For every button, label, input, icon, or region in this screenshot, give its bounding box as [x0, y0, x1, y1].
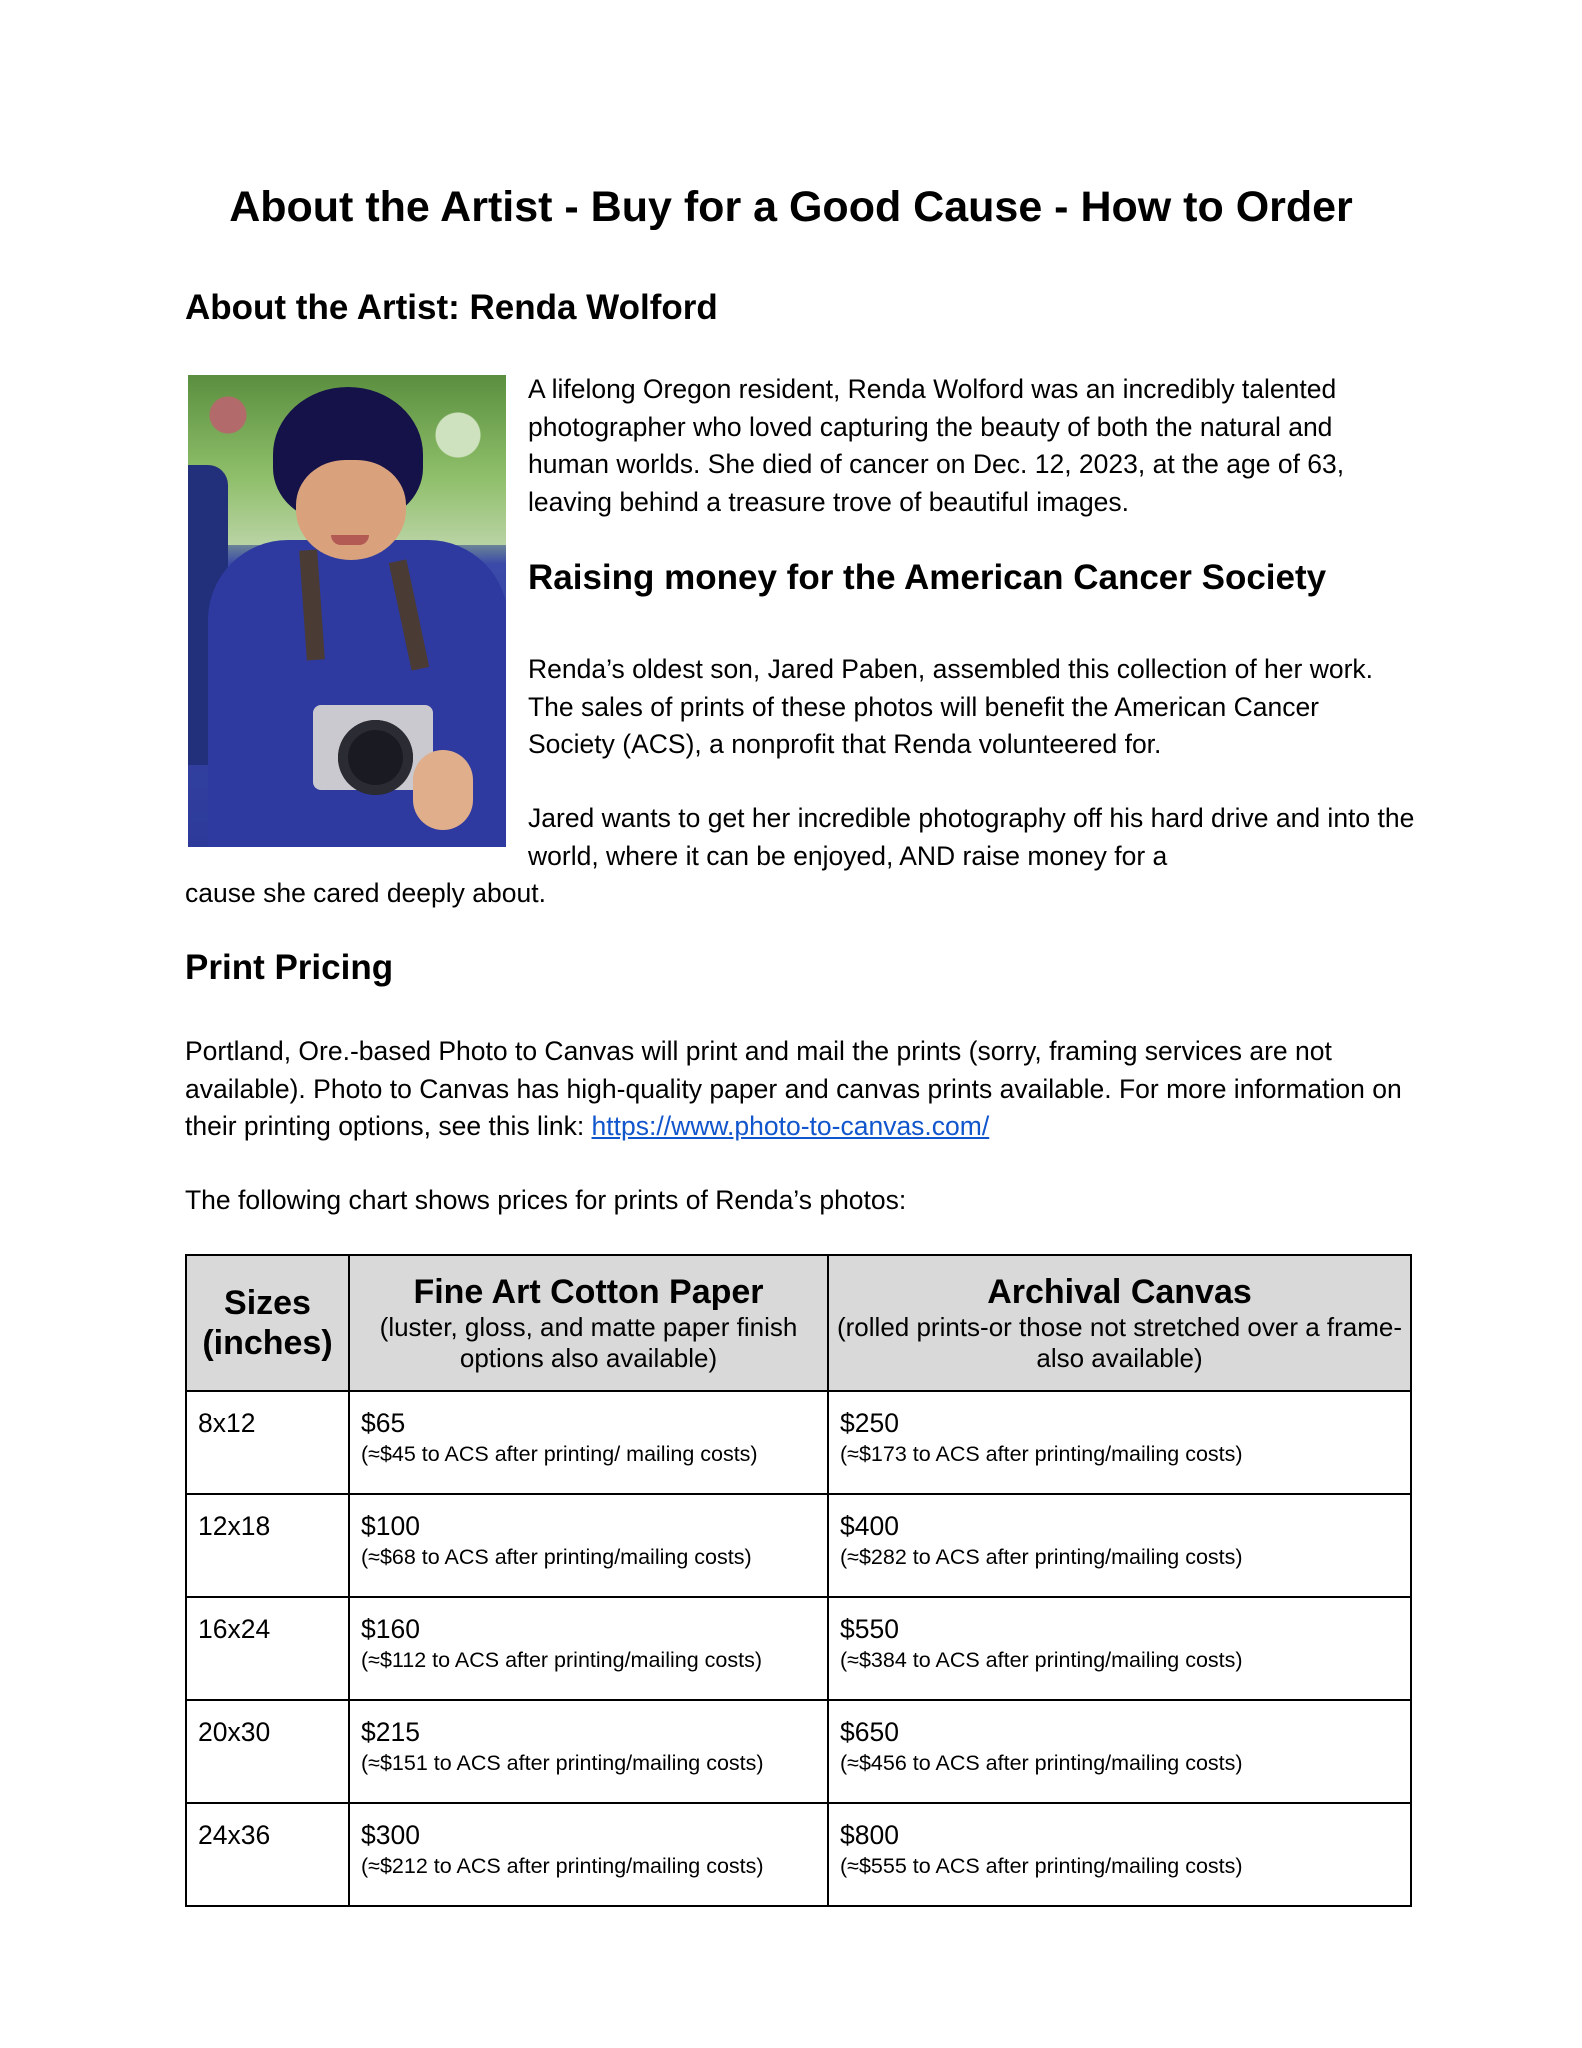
canvas-price: $400 — [840, 1511, 899, 1541]
header-canvas-subtitle: (rolled prints-or those not stretched over a frame-also available) — [836, 1312, 1403, 1373]
photo-subject-hand — [413, 750, 473, 830]
paper-acs-note: (≈$68 to ACS after printing/mailing costs) — [361, 1545, 752, 1569]
header-paper — [349, 1255, 828, 1391]
canvas-acs-note: (≈$384 to ACS after printing/mailing costs) — [840, 1648, 1243, 1672]
paper-acs-note: (≈$45 to ACS after printing/ mailing costs) — [361, 1442, 758, 1466]
canvas-price-cell — [828, 1494, 1411, 1597]
canvas-acs-note: (≈$555 to ACS after printing/mailing costs) — [840, 1854, 1243, 1878]
canvas-acs-note: (≈$456 to ACS after printing/mailing costs) — [840, 1751, 1243, 1775]
table-row — [186, 1803, 1411, 1906]
canvas-price-cell — [828, 1597, 1411, 1700]
camera-lens — [338, 720, 413, 795]
canvas-price-cell — [828, 1391, 1411, 1494]
paper-acs-note: (≈$212 to ACS after printing/mailing costs) — [361, 1854, 764, 1878]
artist-bio: A lifelong Oregon resident, Renda Wolford was an incredibly talented photographer who loved capturing the beauty of both the natural and human worlds. She died of cancer on Dec. 12, 2023, at the age of 63, leaving behind a treasure trove of beautiful images. — [528, 374, 1345, 517]
size-cell: 20x30 — [186, 1700, 349, 1803]
fundraising-heading: Raising money for the American Cancer Society — [528, 558, 1327, 597]
canvas-price: $550 — [840, 1614, 899, 1644]
canvas-price-cell — [828, 1700, 1411, 1803]
table-row — [186, 1597, 1411, 1700]
paper-acs-note: (≈$151 to ACS after printing/mailing costs) — [361, 1751, 764, 1775]
canvas-price: $800 — [840, 1820, 899, 1850]
canvas-acs-note: (≈$173 to ACS after printing/mailing costs) — [840, 1442, 1243, 1466]
paper-acs-note: (≈$112 to ACS after printing/mailing costs) — [361, 1648, 762, 1672]
table-row — [186, 1494, 1411, 1597]
paper-price: $300 — [361, 1820, 420, 1850]
header-paper-title: Fine Art Cotton Paper — [413, 1273, 764, 1311]
header-paper-subtitle: (luster, gloss, and matte paper finish options also available) — [379, 1312, 798, 1373]
paper-price: $65 — [361, 1408, 406, 1438]
table-row — [186, 1700, 1411, 1803]
table-header-row — [186, 1255, 1411, 1391]
price-table — [185, 1254, 1412, 1907]
paper-price-cell — [349, 1391, 828, 1494]
paper-price-cell — [349, 1803, 828, 1906]
paper-price-cell — [349, 1700, 828, 1803]
header-canvas-title: Archival Canvas — [987, 1273, 1252, 1311]
about-artist-heading: About the Artist: Renda Wolford — [185, 288, 718, 327]
paper-price: $160 — [361, 1614, 420, 1644]
size-cell: 12x18 — [186, 1494, 349, 1597]
print-pricing-heading: Print Pricing — [185, 948, 394, 987]
size-cell: 16x24 — [186, 1597, 349, 1700]
fundraising-paragraph-2-continued: cause she cared deeply about. — [185, 878, 546, 908]
chart-intro: The following chart shows prices for prints of Renda’s photos: — [185, 1185, 907, 1215]
fundraising-paragraph-1: Renda’s oldest son, Jared Paben, assembled this collection of her work. The sales of prints of these photos will benefit the American Cancer Society (ACS), a nonprofit that Renda volunteered for. — [528, 654, 1374, 759]
size-cell: 8x12 — [186, 1391, 349, 1494]
artist-photo — [188, 375, 506, 847]
table-row — [186, 1391, 1411, 1494]
canvas-price: $250 — [840, 1408, 899, 1438]
canvas-price-cell — [828, 1803, 1411, 1906]
paper-price-cell — [349, 1597, 828, 1700]
pricing-intro-text: Portland, Ore.-based Photo to Canvas will print and mail the prints (sorry, framing services are not available). Photo to Canvas has high-quality paper and canvas prints available. For more information on their printing options, see this link: — [185, 1036, 1402, 1141]
page-title: About the Artist - Buy for a Good Cause - How to Order — [229, 183, 1353, 231]
pricing-intro — [185, 1033, 1415, 1146]
header-sizes-label: Sizes (inches) — [202, 1284, 333, 1362]
paper-price: $100 — [361, 1511, 420, 1541]
photo-subject-smile — [331, 535, 369, 545]
canvas-acs-note: (≈$282 to ACS after printing/mailing costs) — [840, 1545, 1243, 1569]
header-sizes — [186, 1255, 349, 1391]
paper-price: $215 — [361, 1717, 420, 1747]
canvas-price: $650 — [840, 1717, 899, 1747]
paper-price-cell — [349, 1494, 828, 1597]
header-canvas — [828, 1255, 1411, 1391]
size-cell: 24x36 — [186, 1803, 349, 1906]
photo-to-canvas-link[interactable]: https://www.photo-to-canvas.com/ — [591, 1111, 990, 1141]
fundraising-paragraph-2: Jared wants to get her incredible photography off his hard drive and into the world, where it can be enjoyed, AND raise money for a — [528, 803, 1415, 871]
photo-subject-face — [296, 460, 406, 560]
